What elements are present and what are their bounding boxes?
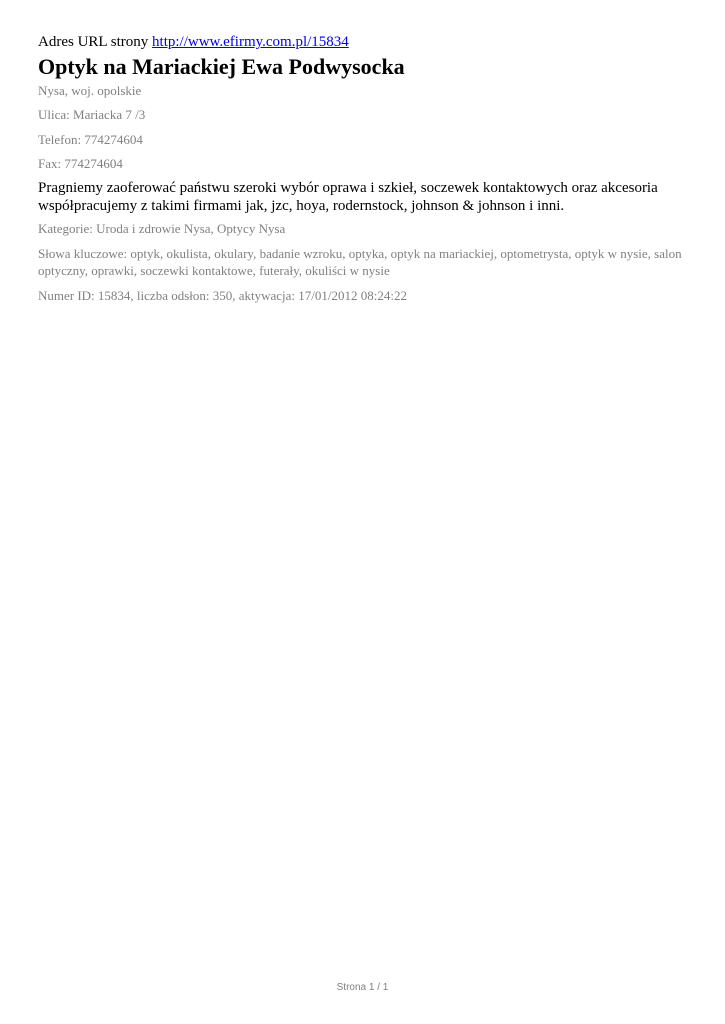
page-number-footer: Strona 1 / 1 [336,982,389,993]
company-url-link[interactable]: http://www.efirmy.com.pl/15834 [152,34,349,50]
company-fax: Fax: 774274604 [38,156,123,171]
company-phone: Telefon: 774274604 [38,132,143,147]
company-description: Pragniemy zaoferować państwu szeroki wybór oprawa i szkieł, soczewek kontaktowych oraz akcesoria współpracujemy z takimi firmami jak, jzc, hoya, rodernstock, johnson & johnson i inni. [38,180,658,214]
listing-metadata: Numer ID: 15834, liczba odsłon: 350, aktywacja: 17/01/2012 08:24:22 [38,288,407,303]
company-location: Nysa, woj. opolskie [38,83,142,98]
company-street: Ulica: Mariacka 7 /3 [38,107,146,122]
company-categories: Kategorie: Uroda i zdrowie Nysa, Optycy Nysa [38,221,286,236]
company-name: Optyk na Mariackiej Ewa Podwysocka [38,54,405,79]
url-label: Adres URL strony [38,34,149,50]
url-line [38,33,349,51]
company-keywords: Słowa kluczowe: optyk, okulista, okulary, badanie wzroku, optyka, optyk na mariackiej, optometrysta, optyk w nysie, salon optyczny, oprawki, soczewki kontaktowe, futerały, okuliści w nysie [38,246,682,278]
